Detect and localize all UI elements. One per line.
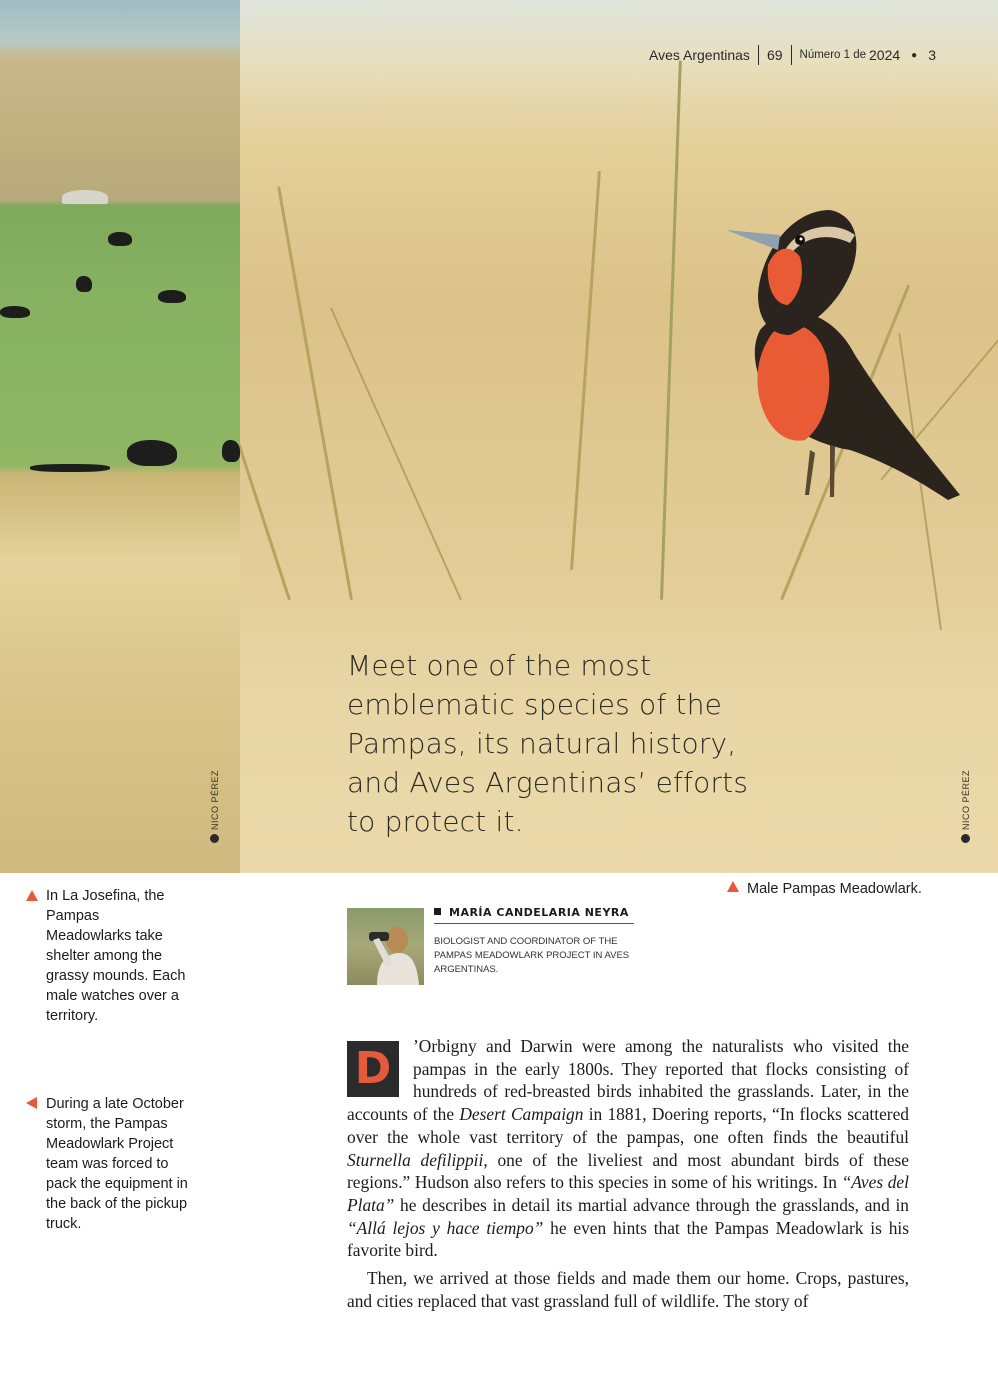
triangle-left-icon bbox=[26, 1097, 37, 1109]
magazine-number: 69 bbox=[766, 47, 783, 63]
cow-shape bbox=[127, 440, 177, 466]
caption-storm: During a late October storm, the Pampas Meadowlark Project team was forced to pack the equipment in the back of the pickup truck. bbox=[46, 1096, 188, 1232]
grass-blade bbox=[277, 186, 353, 600]
drop-cap: D bbox=[347, 1041, 399, 1097]
meadowlark-bird bbox=[630, 195, 960, 505]
cow-shape bbox=[158, 290, 186, 303]
landscape-photo bbox=[0, 0, 240, 873]
camera-icon bbox=[961, 834, 970, 843]
cow-shape bbox=[0, 306, 30, 318]
magazine-name: Aves Argentinas bbox=[649, 47, 750, 63]
grass-blade bbox=[570, 171, 601, 570]
article-body bbox=[347, 1035, 909, 1312]
issue-year: 2024 bbox=[869, 47, 901, 63]
header-divider bbox=[758, 45, 759, 65]
bullet-icon: ● bbox=[911, 49, 918, 61]
camera-icon bbox=[210, 834, 219, 843]
triangle-up-icon bbox=[727, 881, 739, 892]
article-headline: Meet one of the most emblematic species of the Pampas, its natural history, and Aves Argentinas’ efforts to protect it. bbox=[347, 649, 749, 838]
cow-shape bbox=[222, 440, 240, 462]
body-paragraph: D ’Orbigny and Darwin were among the naturalists who visited the pampas in the early 1800s. They reported that flocks consisting of hundreds of red-breasted birds inhabited the grasslands. Later, in the accounts of the Desert Campaign in 1881, Doering reports, “In flocks scattered over the whole vast territory of the pampas, one often finds the beautiful Sturnella defilippii, one of the liveliest and most abundant birds of these regions.” Hudson also refers to this species in some of his writings. In “Aves del Plata” he describes in detail its martial advance through the grasslands, and in “Allá lejos y hace tiempo” he even hints that the Pampas Meadowlark is his favorite bird. bbox=[347, 1036, 910, 1261]
cow-shape bbox=[108, 232, 132, 246]
cow-shape bbox=[76, 276, 92, 292]
author-silhouette bbox=[347, 908, 424, 985]
grass-blade bbox=[330, 307, 462, 600]
page-header bbox=[649, 45, 936, 65]
photo-credit-right: NICO PÉREZ bbox=[961, 770, 971, 843]
author-role: BIOLOGIST AND COORDINATOR OF THE PAMPAS MEADOWLARK PROJECT IN AVES ARGENTINAS. bbox=[434, 936, 630, 975]
body-paragraph: Then, we arrived at those fields and made them our home. Crops, pastures, and cities replaced that vast grassland full of wildlife. The story of bbox=[347, 1268, 909, 1311]
cow-shape bbox=[30, 464, 110, 472]
photo-credit-left: NICO PÉREZ bbox=[210, 770, 220, 843]
header-divider bbox=[791, 45, 792, 65]
author-avatar bbox=[347, 908, 424, 985]
triangle-up-icon bbox=[26, 890, 38, 901]
caption-la-josefina: In La Josefina, the Pampas Meadowlarks take shelter among the grassy mounds. Each male watches over a territory. bbox=[46, 888, 186, 1024]
author-name: MARÍA CANDELARIA NEYRA bbox=[434, 906, 634, 924]
photo-rock bbox=[62, 190, 108, 204]
square-bullet-icon bbox=[434, 908, 441, 915]
page-number: 3 bbox=[928, 47, 936, 63]
grass-blade bbox=[240, 105, 291, 600]
issue-label: Número 1 de bbox=[799, 49, 866, 61]
caption-male-meadowlark: Male Pampas Meadowlark. bbox=[747, 881, 922, 897]
